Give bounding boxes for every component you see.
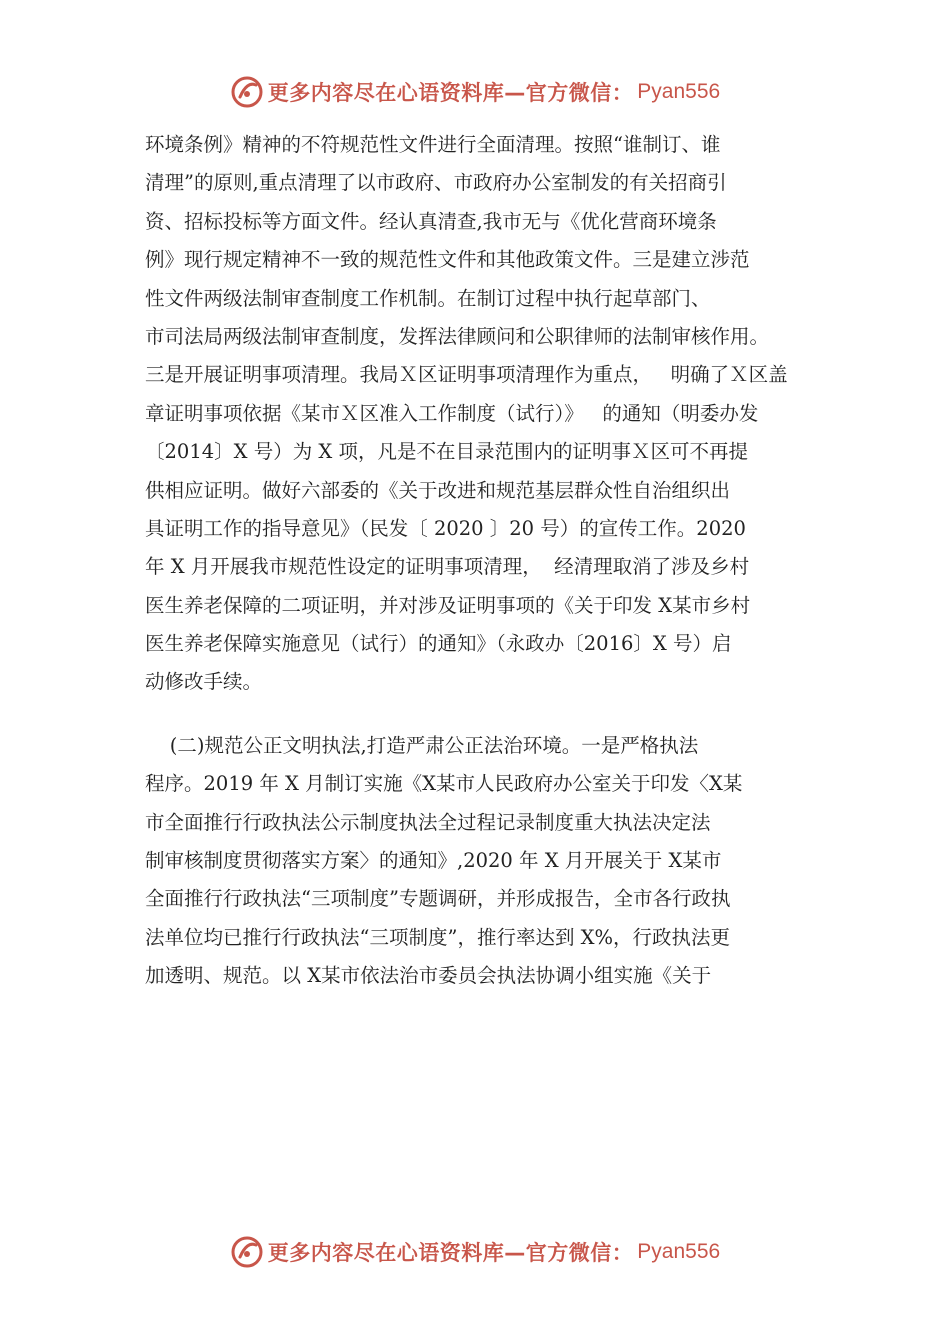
header-banner xyxy=(0,70,950,114)
footer-banner xyxy=(0,1230,950,1274)
text-line: 性文件两级法制审查制度工作机制。在制订过程中执行起草部门、 xyxy=(145,286,711,310)
text-line: 市全面推行行政执法公示制度执法全过程记录制度重大执法决定法 xyxy=(145,810,711,834)
text-line: 环境条例》精神的不符规范性文件进行全面清理。按照“谁制订、谁 xyxy=(145,133,721,156)
text-line: 加透明、规范。以 X某市依法治市委员会执法协调小组实施《关于 xyxy=(145,964,712,988)
paragraph-1 xyxy=(145,126,825,702)
text-line: 制审核制度贯彻落实方案〉的通知》,2020 年 X 月开展关于 X某市 xyxy=(145,849,722,873)
logo-icon xyxy=(230,75,264,109)
text-line: 供相应证明。做好六部委的《关于改进和规范基层群众性自治组织出 xyxy=(145,478,731,502)
text-line: 资、招标投标等方面文件。经认真清查,我市无与《优化营商环境条 xyxy=(145,209,717,233)
text-line: 年 X 月开展我市规范性设定的证明事项清理， 经清理取消了涉及乡村 xyxy=(145,555,750,579)
text-line: 法单位均已推行行政执法“三项制度”，推行率达到 X%，行政执法更 xyxy=(145,925,731,949)
text-line: 例》现行规定精神不一致的规范性文件和其他政策文件。三是建立涉范 xyxy=(145,248,750,272)
header-banner-id: Pyan556 xyxy=(637,80,721,103)
text-line: 市司法局两级法制审查制度，发挥法律顾问和公职律师的法制审核作用。 xyxy=(145,324,770,348)
text-line: 全面推行行政执法“三项制度”专题调研，并形成报告，全市各行政执 xyxy=(145,887,731,911)
text-line: (二)规范公正文明执法,打造严肃公正法治环境。一是严格执法 xyxy=(145,733,699,757)
text-line: 程序。2019 年 X 月制订实施《X某市人民政府办公室关于印发〈X某 xyxy=(145,772,743,796)
text-line: 具证明工作的指导意见》（民发〔 2020 〕20 号）的宣传工作。2020 xyxy=(145,516,746,540)
paragraph-2 xyxy=(145,727,825,996)
footer-banner-text: 更多内容尽在心语资料库—官方微信： xyxy=(267,1241,634,1265)
text-line: 医生养老保障实施意见（试行）的通知》（永政办〔2016〕X 号）启 xyxy=(145,632,732,656)
text-line: 医生养老保障的二项证明，并对涉及证明事项的《关于印发 X某市乡村 xyxy=(145,593,751,617)
text-line: 动修改手续。 xyxy=(145,670,263,694)
document-body xyxy=(145,126,825,996)
logo-icon xyxy=(230,1235,264,1269)
footer-banner-id: Pyan556 xyxy=(637,1240,721,1263)
text-line: 〔2014〕X 号）为 X 项，凡是不在目录范围内的证明事Ｘ区可不再提 xyxy=(145,440,748,464)
text-line: 章证明事项依据《某市Ｘ区准入工作制度（试行）》 的通知（明委办发 xyxy=(145,401,759,425)
paragraph-gap xyxy=(145,702,825,727)
text-line: 三是开展证明事项清理。我局Ｘ区证明事项清理作为重点， 明确了Ｘ区盖 xyxy=(145,363,788,387)
text-line: 清理”的原则,重点清理了以市政府、市政府办公室制发的有关招商引 xyxy=(145,171,727,195)
header-banner-text: 更多内容尽在心语资料库—官方微信： xyxy=(267,81,634,105)
